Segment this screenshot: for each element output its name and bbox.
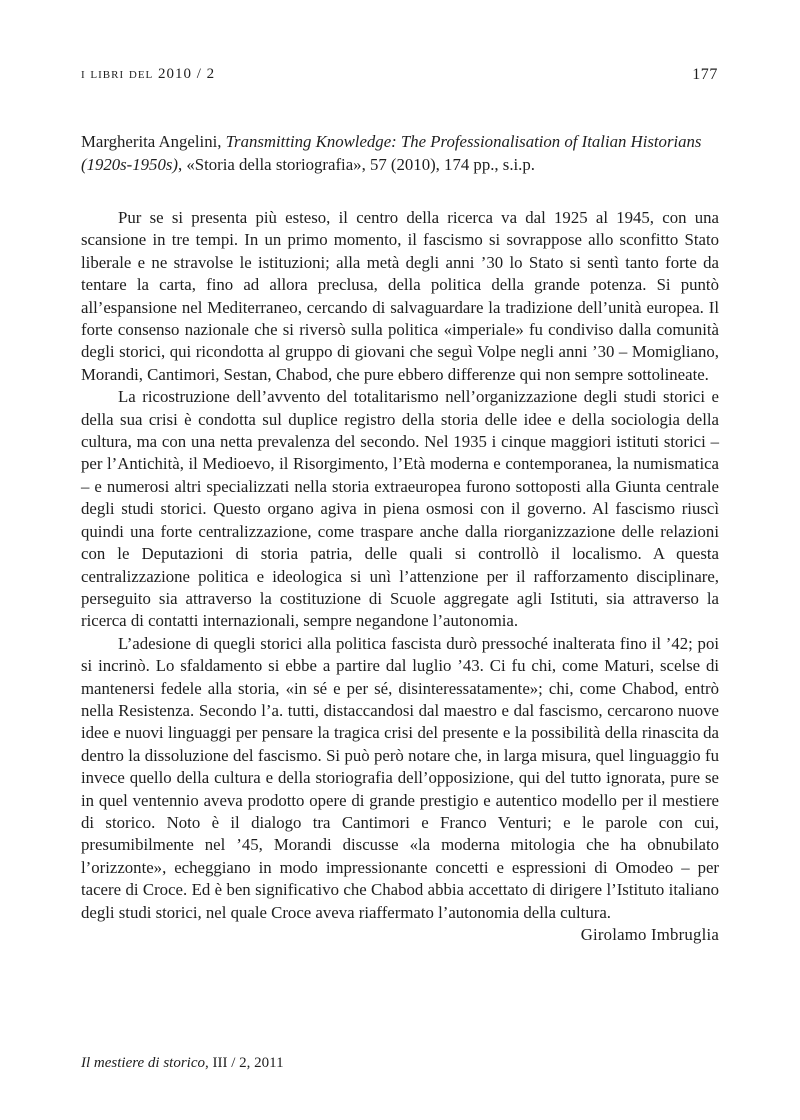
review-paragraph: Pur se si presenta più esteso, il centro della ricerca va dal 1925 al 1945, con una scansione in tre tempi. In un primo momento, il fascismo si sovrappose allo sconfitto Stato liberale e ne stravolse le istituzioni; alla metà degli anni ’30 lo Stato si sentì tanto forte da tentare la carta, fino ad allora preclusa, della politica della grande potenza. Si puntò all’espansione nel Mediterraneo, cercando di salvaguardare la tradizione dell’unità europea. Il forte consenso nazionale che si riversò sulla politica «imperiale» fu condiviso dalla comunità degli storici, qui ricondotta al gruppo di giovani che seguì Volpe negli anni ’30 – Momigliano, Morandi, Cantimori, Sestan, Chabod, che pure ebbero differenze qui non sempre sottolineate. — [81, 208, 719, 384]
running-head-journal: i libri del 2010 / 2 — [81, 66, 216, 82]
footer-issue: , III / 2, 2011 — [205, 1055, 284, 1071]
review-paragraph: La ricostruzione dell’avvento del totalitarismo nell’organizzazione degli studi storici e della sua crisi è condotta sul duplice registro della storia delle idee e della sociologia della cultura, ma con una netta prevalenza del secondo. Nel 1935 i cinque maggiori istituti storici – per l’Antichità, il Medioevo, il Risorgimento, l’Età moderna e contemporanea, la numismatica – e numerosi altri specializzati nella storia extraeuropea furono sottoposti alla Giunta centrale degli studi storici. Questo organo agiva in piena osmosi con il governo. Al fascismo riuscì quindi una forte centralizzazione, come traspare anche dalla riorganizzazione delle relazioni con le Deputazioni di storia patria, delle quali si controllò il localismo. A questa centralizzazione politica e ideologica si unì l’attenzione per il rafforzamento disciplinare, perseguito sia attraverso la costituzione di Scuole aggregate agli Istituti, sia attraverso la ricerca di contatti internazionali, sempre negandone l’autonomia. — [81, 387, 719, 631]
page-footer — [81, 1055, 284, 1072]
review-body — [81, 207, 719, 946]
citation-author: Margherita Angelini, — [81, 132, 226, 151]
page-number: 177 — [692, 66, 718, 83]
citation-title: Transmitting Knowledge: The Professionalisation of Italian Historians (1920s-1950s) — [81, 132, 702, 174]
footer-journal-title: Il mestiere di storico — [81, 1055, 206, 1071]
running-head — [81, 66, 718, 88]
citation-details: , «Storia della storiografia», 57 (2010), 174 pp., s.i.p. — [177, 154, 535, 174]
book-citation — [81, 131, 721, 176]
review-paragraph: L’adesione di quegli storici alla politica fascista durò pressoché inalterata fino il ’42; poi si incrinò. Lo sfaldamento si ebbe a partire dal luglio ’43. Ci fu chi, come Maturi, scelse di mantenersi fedele alla storia, «in sé e per sé, disinteressatamente»; chi, come Chabod, entrò nella Resistenza. Secondo l’a. tutti, distaccandosi dal maestro e dal fascismo, cercarono nuove idee e nuovi linguaggi per pensare la tragica crisi del presente e la possibilità della rinascita da dentro la dissoluzione del fascismo. Si può però notare che, in larga misura, quel linguaggio fu invece quello della cultura e della storiografia dell’opposizione, qui del tutto ignorata, pure se in quel ventennio aveva prodotto opere di grande prestigio e autentico modello per il mestiere di storico. Noto è il dialogo tra Cantimori e Franco Venturi; e le parole con cui, presumibilmente nel ’45, Morandi discusse «la moderna mitologia che ha obnubilato l’orizzonte», echeggiano in modo impressionante concetti e espressioni di Omodeo – per tacere di Croce. Ed è ben significativo che Chabod abbia accettato di dirigere l’Istituto italiano degli studi storici, nel quale Croce aveva riaffermato l’autonomia della cultura. — [81, 633, 719, 922]
reviewer-signature: Girolamo Imbruglia — [580, 925, 719, 944]
